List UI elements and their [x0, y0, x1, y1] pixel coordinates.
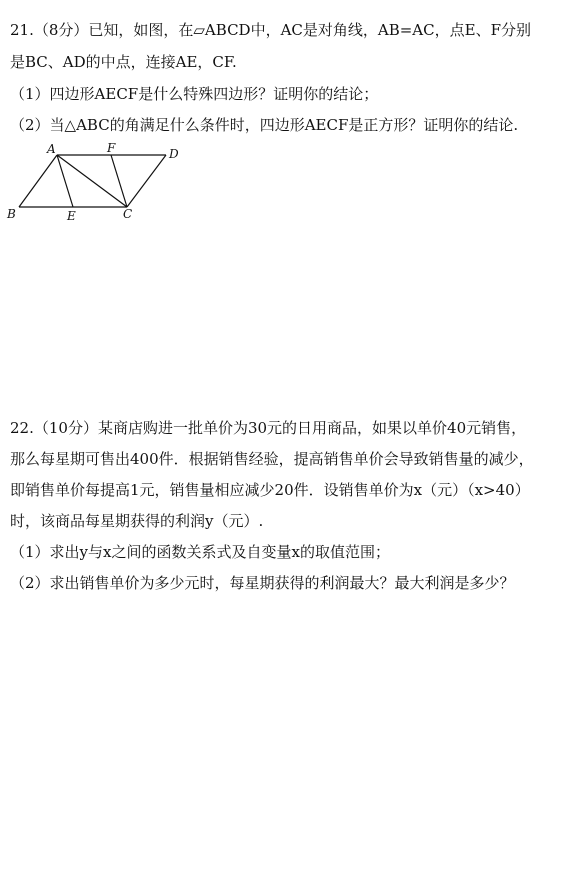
q22-line-2: 那么每星期可售出400件．根据销售经验，提高销售单价会导致销售量的减少，	[10, 450, 534, 468]
q22-part-1: （1）求出y与x之间的函数关系式及自变量x的取值范围；	[10, 543, 390, 561]
label-a: A	[47, 142, 56, 156]
segment-ab	[19, 155, 57, 207]
segment-fc	[111, 155, 127, 207]
parallelogram-figure	[0, 0, 571, 230]
label-e: E	[67, 209, 76, 223]
q21-line-1: 21.（8分）已知，如图，在▱ABCD中，AC是对角线，AB=AC，点E、F分别	[10, 21, 531, 39]
segment-ae	[57, 155, 73, 207]
q22-line-3: 即销售单价每提高1元，销售量相应减少20件．设销售单价为x（元）（x>40）	[10, 481, 530, 499]
q22-line-4: 时，该商品每星期获得的利润y（元）.	[10, 512, 264, 530]
label-d: D	[169, 147, 179, 161]
q22-part-2: （2）求出销售单价为多少元时，每星期获得的利润最大？最大利润是多少？	[10, 574, 515, 592]
q22-line-1: 22.（10分）某商店购进一批单价为30元的日用商品，如果以单价40元销售，	[10, 419, 527, 437]
label-f: F	[107, 141, 116, 155]
label-b: B	[7, 207, 16, 221]
q21-part-1: （1）四边形AECF是什么特殊四边形？证明你的结论；	[10, 85, 379, 103]
label-c: C	[123, 207, 133, 221]
q21-part-2: （2）当△ABC的角满足什么条件时，四边形AECF是正方形？证明你的结论.	[10, 116, 519, 134]
q21-line-2: 是BC、AD的中点，连接AE，CF.	[10, 53, 237, 71]
segment-dc	[127, 155, 166, 207]
segment-ac	[57, 155, 127, 207]
